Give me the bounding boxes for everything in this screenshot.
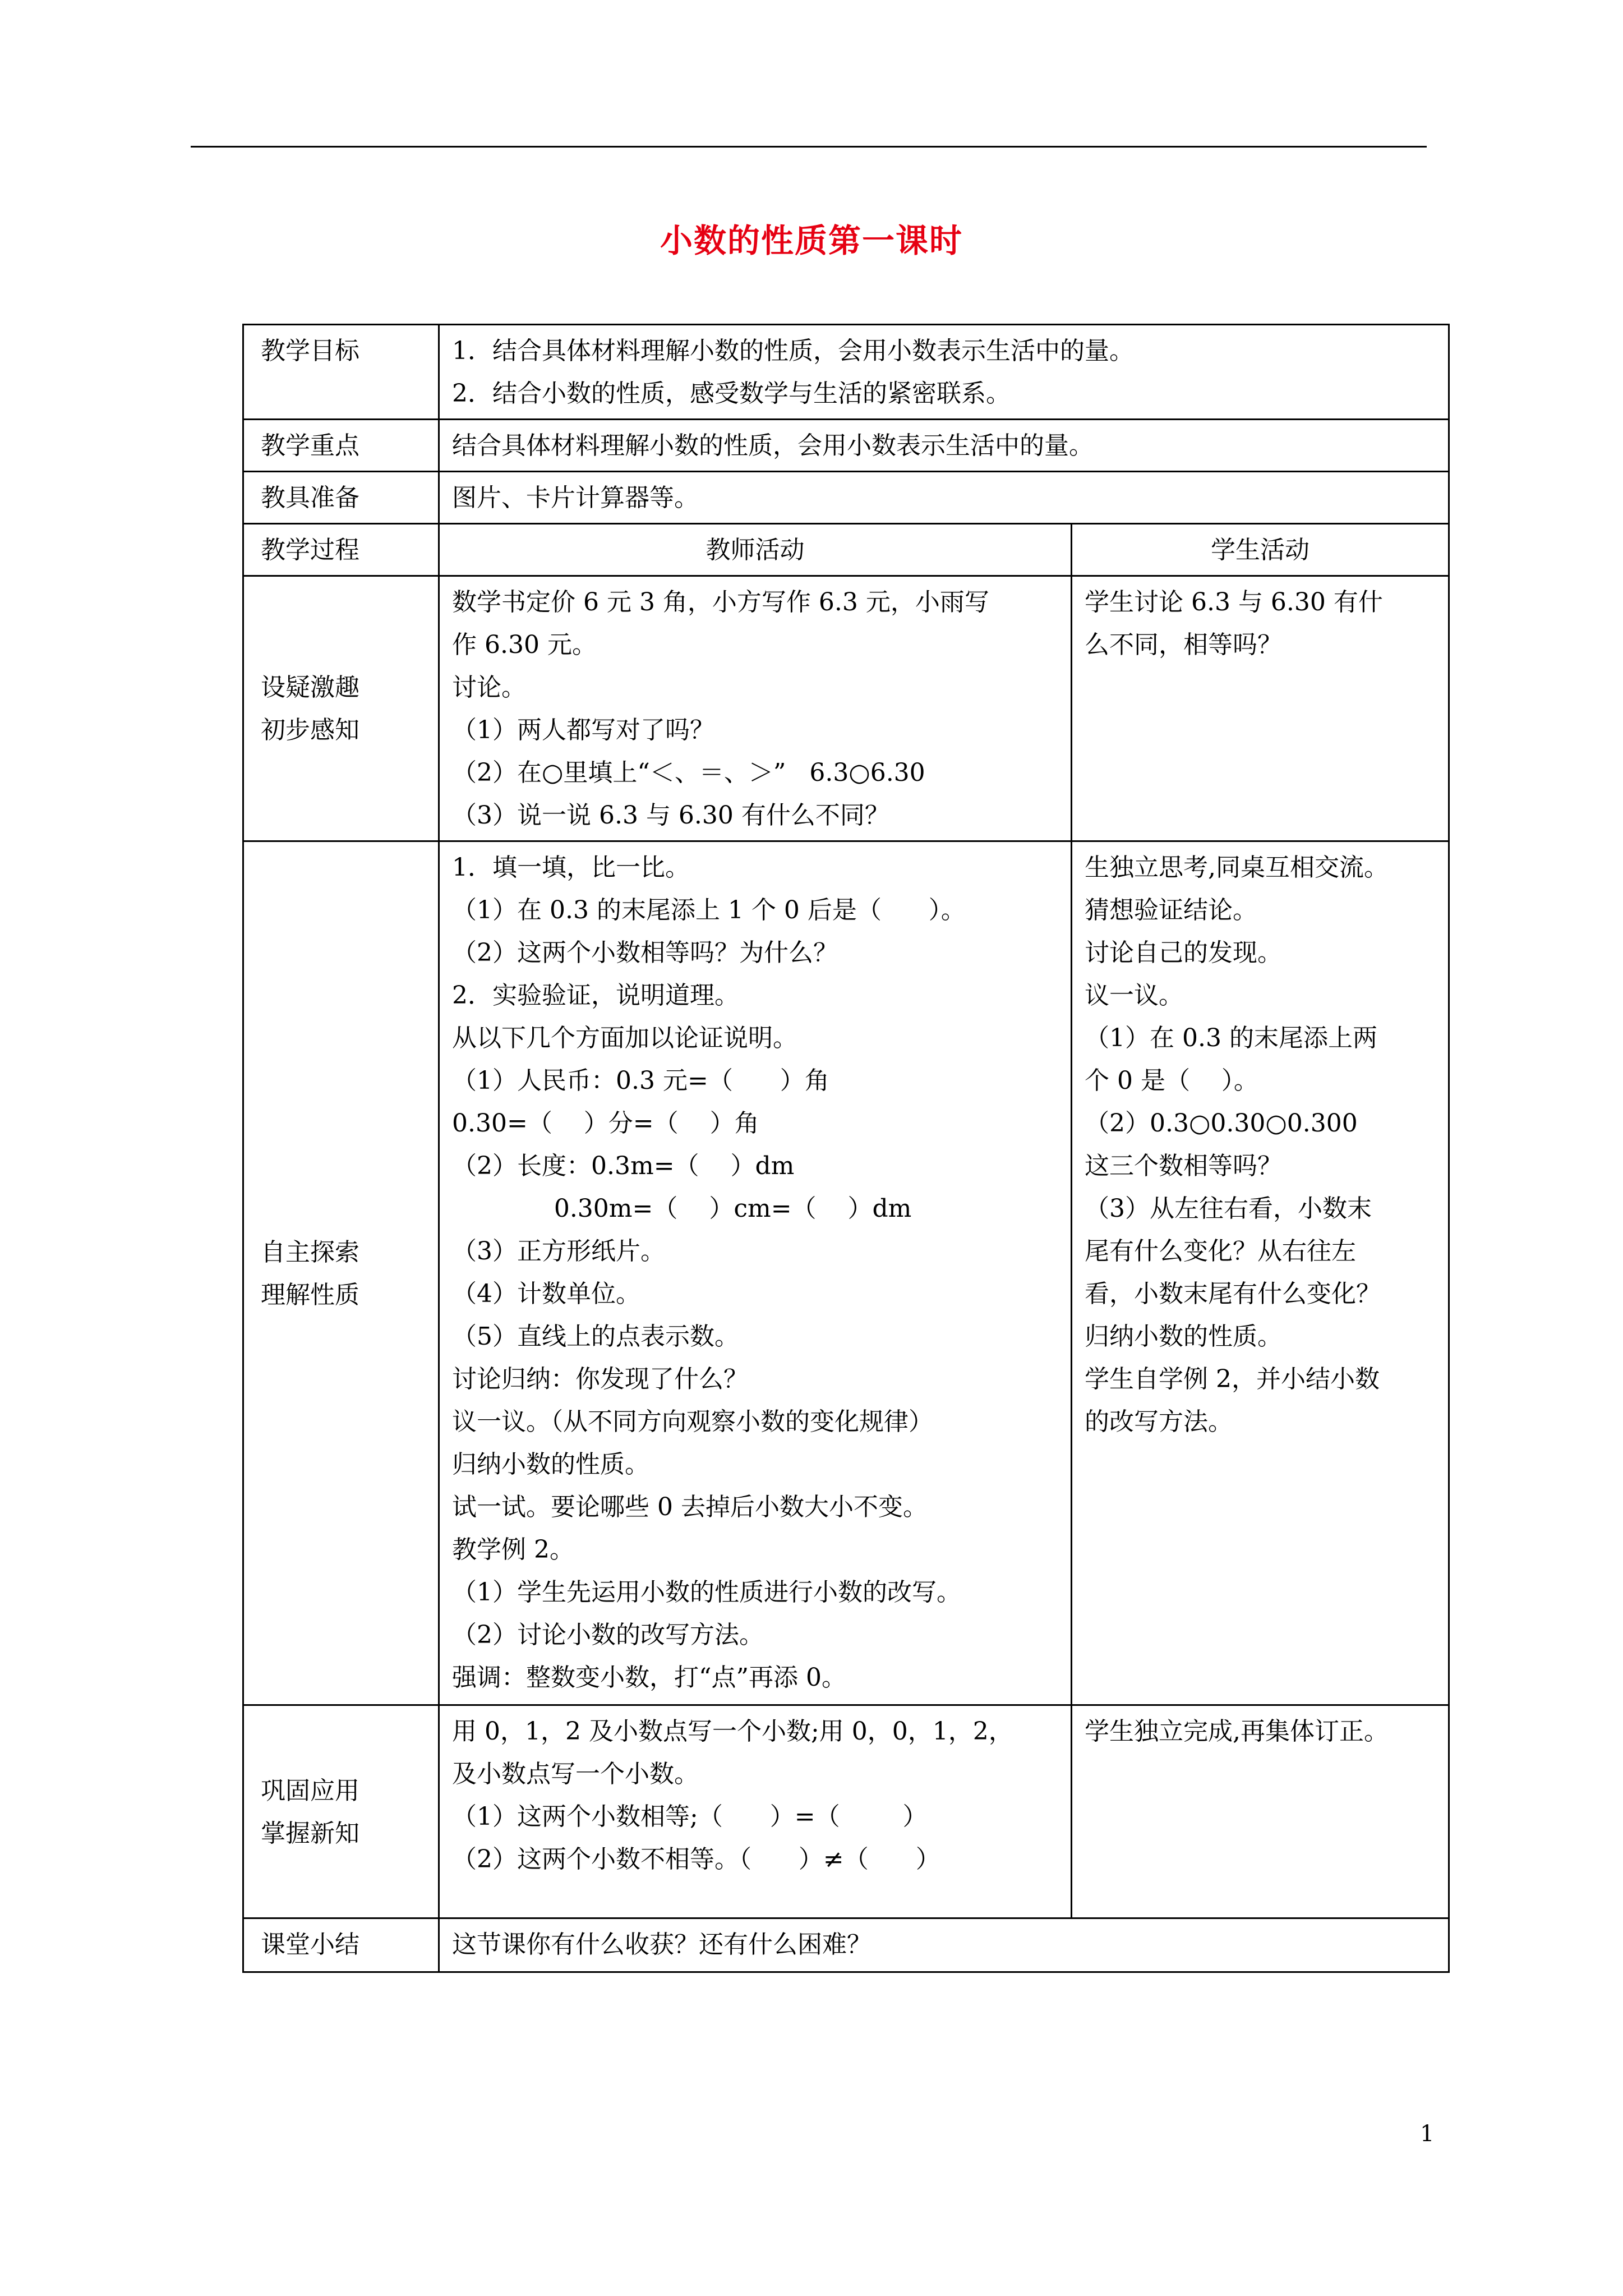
teacher-line: 教学例 2。 — [452, 1535, 574, 1564]
stage-label-line: 初步感知 — [261, 716, 359, 744]
teacher-line: 1．填一填，比一比。 — [452, 853, 690, 882]
student-line: （1）在 0.3 的末尾添上两 — [1085, 1024, 1377, 1052]
teacher-line: 用 0，1，2 及小数点写一个小数;用 0，0，1，2， — [452, 1717, 1013, 1746]
goals-content — [439, 325, 1449, 420]
teacher-line: 归纳小数的性质。 — [452, 1450, 649, 1479]
student-activity — [1072, 576, 1449, 841]
teacher-line: （2）长度：0.3m=（ ）dm — [452, 1152, 795, 1180]
student-line: 学生独立完成,再集体订正。 — [1085, 1717, 1389, 1746]
row-stage-explore — [243, 841, 1449, 1705]
student-activity — [1072, 841, 1449, 1705]
student-line: 议一议。 — [1085, 981, 1183, 1010]
row-goals — [243, 325, 1449, 420]
teacher-line: （1）在 0.3 的末尾添上 1 个 0 后是（ ）。 — [452, 896, 966, 924]
teacher-line: 及小数点写一个小数。 — [452, 1760, 699, 1788]
teacher-line: （3）正方形纸片。 — [452, 1237, 665, 1266]
student-activity — [1072, 1705, 1449, 1918]
teacher-line: 作 6.30 元。 — [452, 631, 597, 659]
student-line: 学生讨论 6.3 与 6.30 有什 — [1085, 588, 1383, 616]
process-label: 教学过程 — [243, 524, 439, 576]
stage-label-line: 自主探索 — [261, 1237, 359, 1267]
teacher-line: （1）人民币：0.3 元=（ ）角 — [452, 1066, 829, 1095]
teacher-line: （4）计数单位。 — [452, 1280, 640, 1308]
student-line: 尾有什么变化？从右往左 — [1085, 1237, 1356, 1266]
stage-label — [243, 1705, 439, 1918]
teacher-line: （3）说一说 6.3 与 6.30 有什么不同？ — [452, 801, 889, 830]
teacher-line: 讨论。 — [452, 673, 526, 702]
student-line: 这三个数相等吗？ — [1085, 1152, 1282, 1180]
stage-label-line: 理解性质 — [261, 1280, 359, 1309]
teacher-line: 2．实验验证，说明道理。 — [452, 981, 739, 1010]
teacher-line: （2）这两个小数不相等。（ ）≠（ ） — [452, 1845, 940, 1874]
row-summary — [243, 1918, 1449, 1972]
stage-label — [243, 576, 439, 841]
student-line: 个 0 是（ ）。 — [1085, 1066, 1258, 1095]
row-stage-apply — [243, 1705, 1449, 1918]
key-point-content: 结合具体材料理解小数的性质，会用小数表示生活中的量。 — [439, 420, 1449, 472]
teacher-line: （5）直线上的点表示数。 — [452, 1322, 739, 1351]
summary-label: 课堂小结 — [243, 1918, 439, 1972]
goal-line: 1．结合具体材料理解小数的性质，会用小数表示生活中的量。 — [452, 337, 1134, 365]
teacher-line: 讨论归纳：你发现了什么？ — [452, 1365, 748, 1393]
teacher-activity — [439, 841, 1072, 1705]
teacher-line: 数学书定价 6 元 3 角，小方写作 6.3 元，小雨写 — [452, 588, 989, 616]
row-materials — [243, 472, 1449, 524]
student-line: 生独立思考,同桌互相交流。 — [1085, 853, 1389, 882]
stage-label — [243, 841, 439, 1705]
teacher-line: 0.30m=（ ）cm=（ ）dm — [452, 1194, 912, 1223]
teacher-line: （2）在○里填上“＜、＝、＞” 6.3○6.30 — [452, 758, 925, 787]
materials-content: 图片、卡片计算器等。 — [439, 472, 1449, 524]
teacher-activity — [439, 576, 1072, 841]
teacher-line: 从以下几个方面加以论证说明。 — [452, 1024, 797, 1052]
student-line: （2）0.3○0.30○0.300 — [1085, 1109, 1358, 1138]
goal-line: 2．结合小数的性质，感受数学与生活的紧密联系。 — [452, 379, 1011, 408]
student-line: 看，小数末尾有什么变化？ — [1085, 1280, 1381, 1308]
row-stage-intro — [243, 576, 1449, 841]
student-line: 归纳小数的性质。 — [1085, 1322, 1282, 1351]
goals-label: 教学目标 — [243, 325, 439, 420]
teacher-line: （1）学生先运用小数的性质进行小数的改写。 — [452, 1578, 961, 1607]
student-line: 猜想验证结论。 — [1085, 896, 1257, 924]
teacher-activity-header: 教师活动 — [439, 524, 1072, 576]
student-line: 学生自学例 2，并小结小数 — [1085, 1365, 1380, 1393]
header-rule — [191, 146, 1427, 148]
student-line: （3）从左往右看，小数末 — [1085, 1194, 1372, 1223]
teacher-line: 强调：整数变小数，打“点”再添 0。 — [452, 1663, 846, 1692]
teacher-line: （2）讨论小数的改写方法。 — [452, 1621, 764, 1649]
stage-label-line: 设疑激趣 — [261, 673, 359, 702]
teacher-line: 议一议。（从不同方向观察小数的变化规律） — [452, 1407, 933, 1436]
teacher-line: 试一试。要论哪些 0 去掉后小数大小不变。 — [452, 1493, 928, 1521]
stage-label-line: 掌握新知 — [261, 1819, 359, 1848]
materials-label: 教具准备 — [243, 472, 439, 524]
student-activity-header: 学生活动 — [1072, 524, 1449, 576]
lesson-plan-table — [242, 324, 1450, 1973]
page-number: 1 — [1420, 2121, 1435, 2147]
teacher-activity — [439, 1705, 1072, 1918]
key-point-label: 教学重点 — [243, 420, 439, 472]
student-line: 么不同，相等吗？ — [1085, 631, 1282, 659]
teacher-line: （2）这两个小数相等吗？为什么？ — [452, 938, 838, 967]
student-line: 讨论自己的发现。 — [1085, 938, 1282, 967]
teacher-line: （1）两人都写对了吗？ — [452, 716, 714, 744]
document-title: 小数的性质第一课时 — [660, 222, 963, 260]
summary-content: 这节课你有什么收获？还有什么困难？ — [439, 1918, 1449, 1972]
stage-label-line: 巩固应用 — [261, 1776, 359, 1805]
row-key-point — [243, 420, 1449, 472]
student-line: 的改写方法。 — [1085, 1407, 1233, 1436]
teacher-line: 0.30=（ ）分=（ ）角 — [452, 1109, 759, 1138]
teacher-line: （1）这两个小数相等;（ ）=（ ） — [452, 1802, 928, 1831]
row-process-header — [243, 524, 1449, 576]
